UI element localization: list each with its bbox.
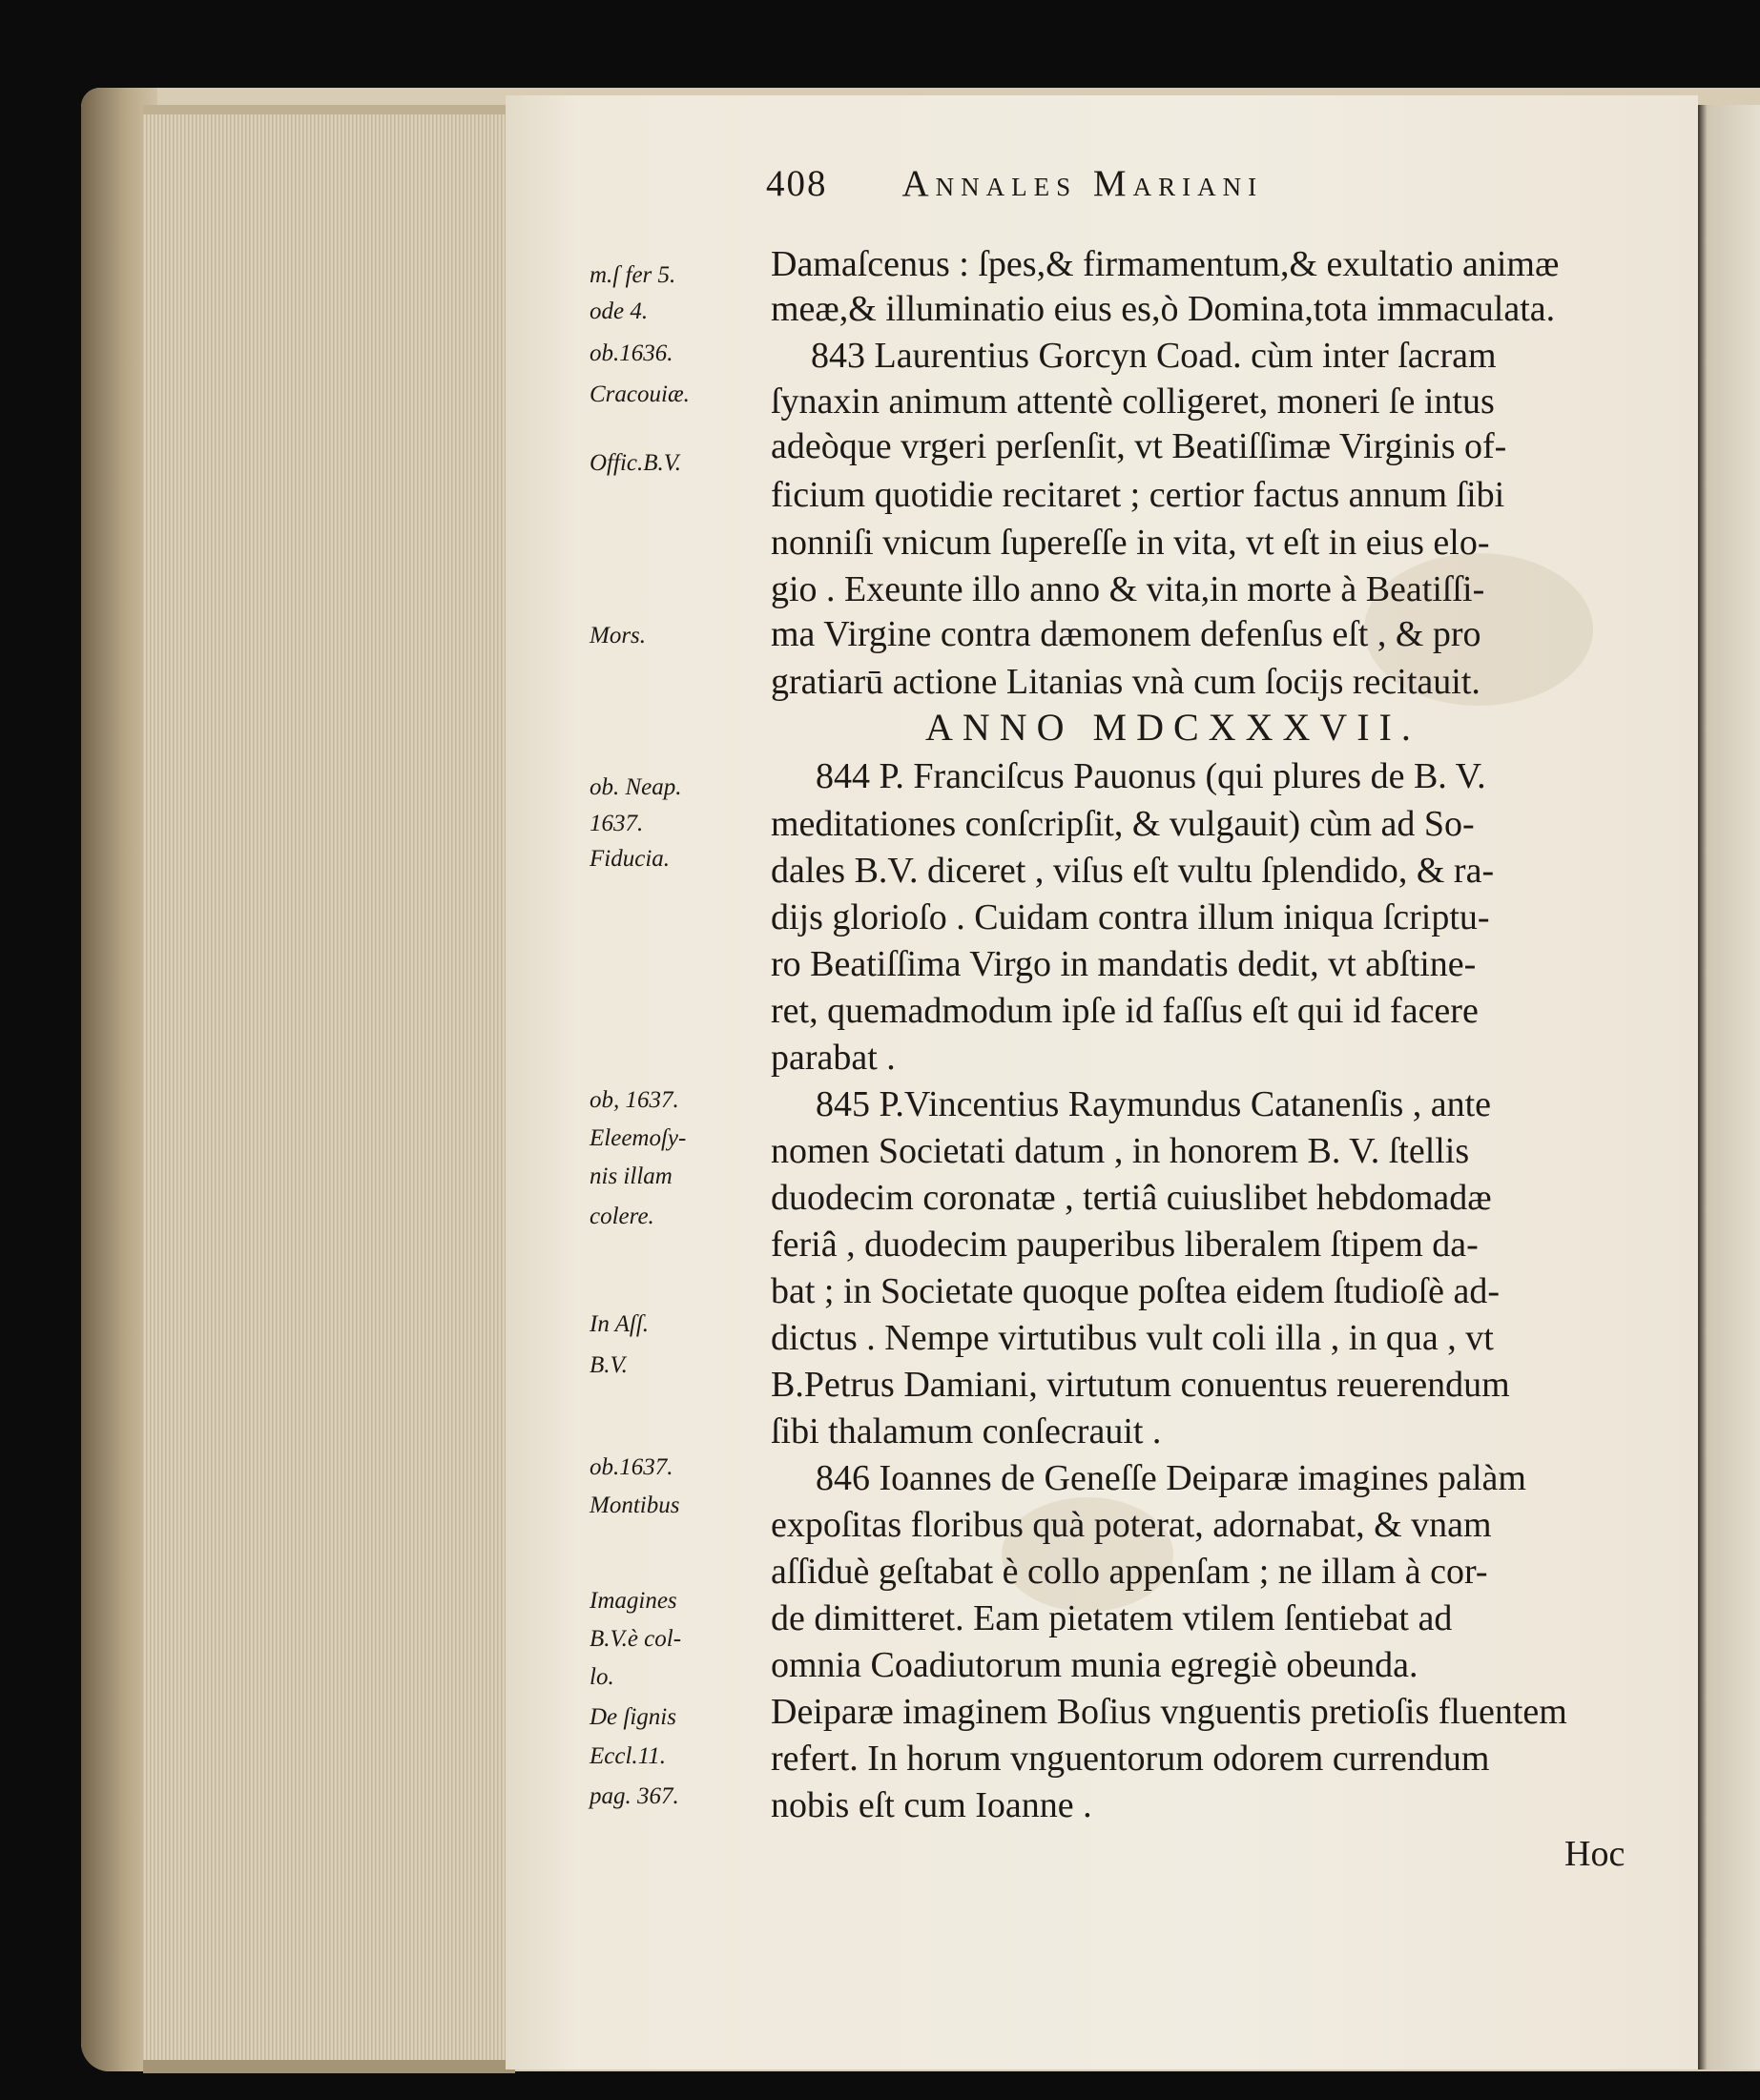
text-line: dijs glorioſo . Cuidam contra illum iniqua ſcriptu- [771, 897, 1490, 937]
text-line: bat ; in Societate quoque poſtea eidem ſtudioſè ad- [771, 1271, 1500, 1311]
text-line: dales B.V. diceret , viſus eſt vultu ſplendido, & ra- [771, 851, 1495, 891]
text-line: dictus . Nempe virtutibus vult coli illa , in qua , vt [771, 1318, 1494, 1358]
page-number: 408 [766, 163, 828, 204]
margin-note: Eccl.11. [590, 1743, 667, 1769]
margin-note: ob.1637. [590, 1454, 673, 1480]
margin-note: ode 4. [590, 299, 649, 324]
text-line: ficium quotidie recitaret ; certior factus annum ſibi [771, 475, 1505, 515]
text-line: Deiparæ imaginem Boſius vnguentis pretioſis fluentem [771, 1692, 1567, 1732]
margin-note: Mors. [590, 623, 647, 649]
margin-note: Fiducia. [590, 846, 671, 872]
margin-note: m.ſ fer 5. [590, 262, 676, 288]
text-line: 846 Ioannes de Geneſſe Deiparæ imagines palàm [816, 1458, 1526, 1498]
running-header [766, 162, 1720, 205]
text-line: gio . Exeunte illo anno & vita,in morte à Beatiſſi- [771, 569, 1485, 609]
text-line: ma Virgine contra dæmonem defenſus eſt , & pro [771, 614, 1481, 654]
text-line: feriâ , duodecim pauperibus liberalem ſtipem da- [771, 1225, 1479, 1265]
margin-note: ob, 1637. [590, 1087, 679, 1113]
text-line: omnia Coadiutorum munia egregiè obeunda. [771, 1645, 1418, 1685]
text-line: B.Petrus Damiani, virtutum conuentus reuerendum [771, 1365, 1510, 1405]
margin-note: B.V.è col- [590, 1626, 682, 1652]
running-title: Annales Mariani [901, 163, 1264, 204]
text-line: ro Beatiſſima Virgo in mandatis dedit, vt abſtine- [771, 944, 1477, 984]
text-line: gratiarū actione Litanias vnà cum ſocijs recitauit. [771, 662, 1480, 702]
margin-note: nis illam [590, 1163, 673, 1189]
text-line: Damaſcenus : ſpes,& firmamentum,& exultatio animæ [771, 244, 1560, 284]
text-line: ſibi thalamum conſecrauit . [771, 1411, 1162, 1451]
text-line: expoſitas floribus quà poterat, adornabat, & vnam [771, 1505, 1492, 1545]
section-heading-year: ANNO MDCXXXVII. [925, 706, 1420, 749]
text-line: nomen Societati datum , in honorem B. V. ſtellis [771, 1131, 1470, 1171]
margin-note: B.V. [590, 1352, 628, 1378]
margin-note: ob. Neap. [590, 774, 682, 800]
text-line: parabat . [771, 1038, 896, 1078]
text-line: ret, quemadmodum ipſe id faſſus eſt qui id facere [771, 991, 1479, 1031]
margin-note: ob.1636. [590, 340, 673, 366]
margin-note: pag. 367. [590, 1783, 679, 1809]
text-line: nonniſi vnicum ſupereſſe in vita, vt eſt in eius elo- [771, 523, 1490, 563]
margin-note: lo. [590, 1664, 614, 1690]
text-line: meditationes conſcripſit, & vulgauit) cùm ad So- [771, 804, 1475, 844]
margin-note: colere. [590, 1204, 654, 1229]
text-line: aſſiduè geſtabat è collo appenſam ; ne illam à cor- [771, 1552, 1488, 1592]
margin-note: Imagines [590, 1588, 677, 1614]
text-line: meæ,& illuminatio eius es,ò Domina,tota immaculata. [771, 289, 1556, 329]
margin-note: In Aſſ. [590, 1311, 650, 1337]
margin-note: Montibus [590, 1493, 680, 1518]
text-line: adeòque vrgeri perſenſit, vt Beatiſſimæ Virginis of- [771, 426, 1507, 466]
margin-note: Eleemoſy- [590, 1125, 687, 1151]
catchword: Hoc [1564, 1834, 1625, 1874]
text-line: 844 P. Franciſcus Pauonus (qui plures de B. V. [816, 756, 1486, 796]
text-line: de dimitteret. Eam pietatem vtilem ſentiebat ad [771, 1598, 1453, 1638]
facing-page-edge [1698, 105, 1760, 2069]
text-line: ſynaxin animum attentè colligeret, moneri ſe intus [771, 381, 1495, 422]
text-line: refert. In horum vnguentorum odorem currendum [771, 1739, 1490, 1779]
text-line: duodecim coronatæ , tertiâ cuiuslibet hebdomadæ [771, 1178, 1492, 1218]
margin-note: Offic.B.V. [590, 450, 682, 476]
text-line: 845 P.Vincentius Raymundus Catanenſis , ante [816, 1084, 1492, 1124]
text-line: nobis eſt cum Ioanne . [771, 1785, 1092, 1825]
margin-note: De ſignis [590, 1704, 676, 1730]
text-line: 843 Laurentius Gorcyn Coad. cùm inter ſacram [811, 336, 1497, 376]
margin-note: Cracouiæ. [590, 381, 690, 407]
page-edges [143, 105, 515, 2073]
margin-note: 1637. [590, 811, 644, 836]
